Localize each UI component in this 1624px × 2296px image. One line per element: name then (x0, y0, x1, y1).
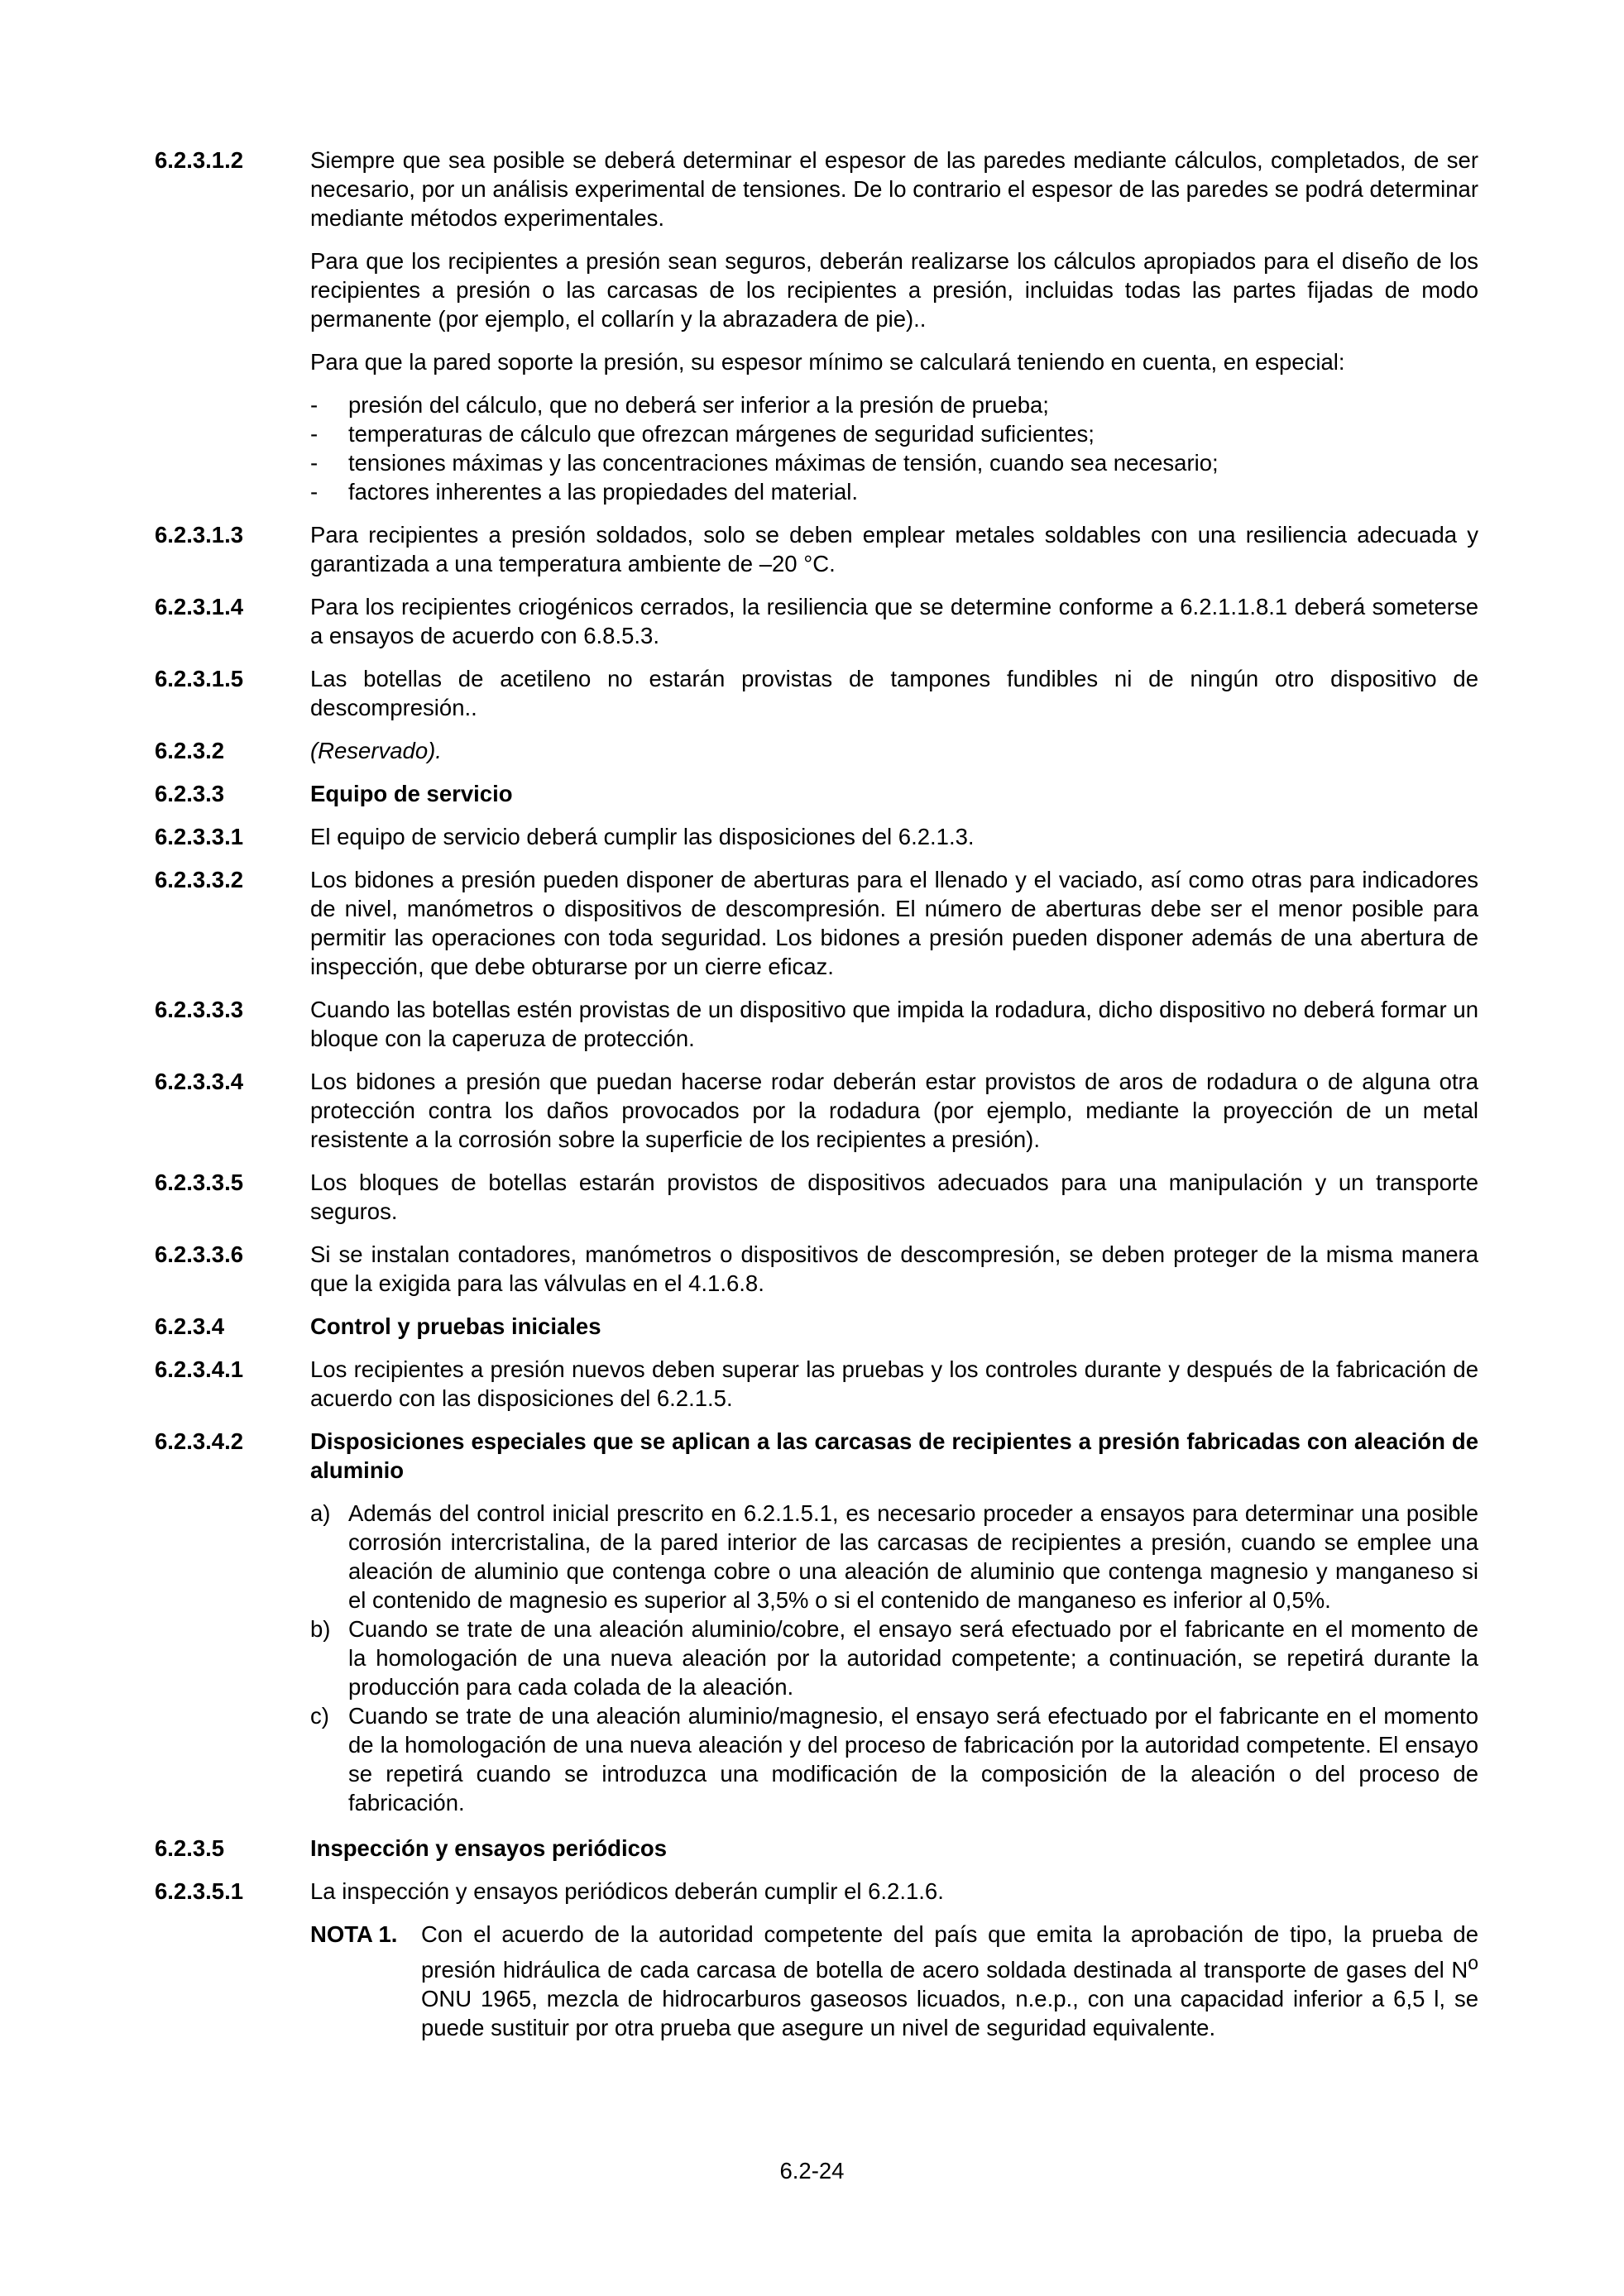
list-item (310, 1499, 1478, 1614)
lettered-list (310, 1499, 1478, 1817)
section-6-2-3-3-4 (155, 1067, 1478, 1154)
list-item-text: factores inherentes a las propiedades del material. (348, 479, 859, 505)
document-page (155, 146, 1478, 2056)
section-body (310, 1427, 1478, 1817)
section-text: Los bloques de botellas estarán provistos de dispositivos adecuados para una manipulación y un transporte seguros. (310, 1170, 1478, 1224)
note-superscript: o (1468, 1952, 1478, 1973)
list-item (310, 390, 1478, 419)
section-6-2-3-2 (155, 736, 1478, 765)
list-marker: c) (310, 1703, 329, 1729)
section-number: 6.2.3.3.2 (155, 867, 244, 892)
section-body (310, 146, 1478, 506)
section-text: Si se instalan contadores, manómetros o dispositivos de descompresión, se deben proteger de la misma manera que la exigida para las válvulas en el 4.1.6.8. (310, 1241, 1478, 1296)
note-text-part: ONU 1965, mezcla de hidrocarburos gaseosos licuados, n.e.p., con una capacidad inferior a 6,5 l, se puede sustituir por otra prueba que asegure un nivel de seguridad equivalente. (421, 1986, 1478, 2041)
list-item-text: tensiones máximas y las concentraciones máximas de tensión, cuando sea necesario; (348, 450, 1219, 476)
section-text: Los recipientes a presión nuevos deben superar las pruebas y los controles durante y después de la fabricación de acuerdo con las disposiciones del 6.2.1.5. (310, 1356, 1478, 1411)
list-item (310, 419, 1478, 448)
section-number: 6.2.3.3 (155, 781, 225, 806)
list-item-text: Cuando se trate de una aleación aluminio/magnesio, el ensayo será efectuado por el fabricante en el momento de la homologación de una nueva aleación y del proceso de fabricación por la autoridad competente. El ensayo se repetirá cuando se introduzca una modificación de la composición de la aleación o del proceso de fabricación. (348, 1703, 1478, 1815)
note-label: NOTA 1. (310, 1921, 398, 1947)
section-heading: Inspección y ensayos periódicos (310, 1835, 667, 1861)
list-item-text: Además del control inicial prescrito en 6.2.1.5.1, es necesario proceder a ensayos para determinar una posible corrosión intercristalina, de la pared interior de las carcasas de recipientes a presión, cuando se emplee una aleación de aluminio que contenga cobre o una aleación de aluminio que contenga magnesio y manganeso si el contenido de magnesio es superior al 3,5% o si el contenido de manganeso es inferior al 0,5%. (348, 1500, 1478, 1613)
section-number: 6.2.3.3.1 (155, 824, 244, 849)
section-number: 6.2.3.5 (155, 1835, 225, 1861)
list-item (310, 448, 1478, 477)
section-6-2-3-3 (155, 779, 1478, 808)
list-item-text: presión del cálculo, que no deberá ser inferior a la presión de prueba; (348, 392, 1049, 418)
list-marker: b) (310, 1616, 331, 1642)
section-6-2-3-1-2 (155, 146, 1478, 506)
note (310, 1920, 1478, 2042)
section-number: 6.2.3.4.1 (155, 1356, 244, 1382)
section-body (310, 1877, 1478, 2042)
section-heading: Control y pruebas iniciales (310, 1313, 601, 1339)
section-text: (Reservado). (310, 738, 442, 763)
section-6-2-3-5-1 (155, 1877, 1478, 2042)
section-number: 6.2.3.3.4 (155, 1069, 244, 1094)
section-number: 6.2.3.1.2 (155, 147, 244, 173)
section-6-2-3-3-5 (155, 1168, 1478, 1226)
list-marker: - (310, 479, 319, 505)
list-item (310, 1614, 1478, 1701)
section-number: 6.2.3.1.4 (155, 594, 244, 619)
note-text-part: Con el acuerdo de la autoridad competente del país que emita la aprobación de tipo, la prueba de presión hidráulica de cada carcasa de botella de acero soldada destinada al transporte de gases del N (421, 1921, 1478, 1983)
list-marker: - (310, 421, 319, 447)
section-6-2-3-3-2 (155, 865, 1478, 981)
section-number: 6.2.3.5.1 (155, 1878, 244, 1904)
list-marker: - (310, 392, 319, 418)
section-6-2-3-3-3 (155, 995, 1478, 1053)
list-item (310, 477, 1478, 506)
section-number: 6.2.3.3.5 (155, 1170, 244, 1195)
dash-list (310, 390, 1478, 506)
section-number: 6.2.3.2 (155, 738, 225, 763)
section-6-2-3-1-5 (155, 664, 1478, 722)
section-number: 6.2.3.4.2 (155, 1428, 244, 1454)
section-number: 6.2.3.3.3 (155, 997, 244, 1022)
paragraph: Para que la pared soporte la presión, su espesor mínimo se calculará teniendo en cuenta, en especial: (310, 349, 1345, 375)
section-text: El equipo de servicio deberá cumplir las disposiciones del 6.2.1.3. (310, 824, 975, 849)
section-6-2-3-3-1 (155, 822, 1478, 851)
list-marker: a) (310, 1500, 331, 1526)
note-text (421, 1920, 1478, 2042)
section-text: Cuando las botellas estén provistas de un dispositivo que impida la rodadura, dicho dispositivo no deberá formar un bloque con la caperuza de protección. (310, 997, 1478, 1051)
section-6-2-3-5 (155, 1834, 1478, 1863)
paragraph: Para que los recipientes a presión sean seguros, deberán realizarse los cálculos apropiados para el diseño de los recipientes a presión o las carcasas de los recipientes a presión, incluidas todas las partes fijadas de modo permanente (por ejemplo, el collarín y la abrazadera de pie).. (310, 248, 1478, 332)
section-6-2-3-4-1 (155, 1355, 1478, 1413)
section-6-2-3-3-6 (155, 1240, 1478, 1298)
paragraph: La inspección y ensayos periódicos deberán cumplir el 6.2.1.6. (310, 1878, 944, 1904)
section-number: 6.2.3.1.5 (155, 666, 244, 691)
page-number: 6.2-24 (779, 2158, 845, 2184)
section-text: Los bidones a presión que puedan hacerse rodar deberán estar provistos de aros de rodadura o de alguna otra protección contra los daños provocados por la rodadura (por ejemplo, mediante la proyección de un metal resistente a la corrosión sobre la superficie de los recipientes a presión). (310, 1069, 1478, 1152)
section-text: Para los recipientes criogénicos cerrados, la resiliencia que se determine conforme a 6.2.1.1.8.1 deberá someterse a ensayos de acuerdo con 6.8.5.3. (310, 594, 1478, 648)
section-6-2-3-4 (155, 1312, 1478, 1341)
list-marker: - (310, 450, 319, 476)
section-6-2-3-1-3 (155, 520, 1478, 578)
section-number: 6.2.3.3.6 (155, 1241, 244, 1267)
section-text: Los bidones a presión pueden disponer de aberturas para el llenado y el vaciado, así como otras para indicadores de nivel, manómetros o dispositivos de descompresión. El número de aberturas debe ser el menor posible para permitir las operaciones con toda seguridad. Los bidones a presión pueden disponer además de una abertura de inspección, que debe obturarse por un cierre eficaz. (310, 867, 1478, 979)
paragraph: Siempre que sea posible se deberá determinar el espesor de las paredes mediante cálculos, completados, de ser necesario, por un análisis experimental de tensiones. De lo contrario el espesor de las paredes se podrá determinar mediante métodos experimentales. (310, 147, 1478, 231)
section-6-2-3-1-4 (155, 592, 1478, 650)
section-heading: Disposiciones especiales que se aplican a las carcasas de recipientes a presión fabricadas con aleación de aluminio (310, 1428, 1478, 1483)
section-number: 6.2.3.1.3 (155, 522, 244, 548)
section-number: 6.2.3.4 (155, 1313, 225, 1339)
section-text: Las botellas de acetileno no estarán provistas de tampones fundibles ni de ningún otro dispositivo de descompresión.. (310, 666, 1478, 720)
list-item-text: Cuando se trate de una aleación aluminio/cobre, el ensayo será efectuado por el fabricante en el momento de la homologación de una nueva aleación por la autoridad competente; a continuación, se repetirá durante la producción para cada colada de la aleación. (348, 1616, 1478, 1700)
section-heading: Equipo de servicio (310, 781, 513, 806)
list-item (310, 1701, 1478, 1817)
list-item-text: temperaturas de cálculo que ofrezcan márgenes de seguridad suficientes; (348, 421, 1095, 447)
section-text: Para recipientes a presión soldados, solo se deben emplear metales soldables con una resiliencia adecuada y garantizada a una temperatura ambiente de –20 °C. (310, 522, 1478, 576)
section-6-2-3-4-2 (155, 1427, 1478, 1817)
